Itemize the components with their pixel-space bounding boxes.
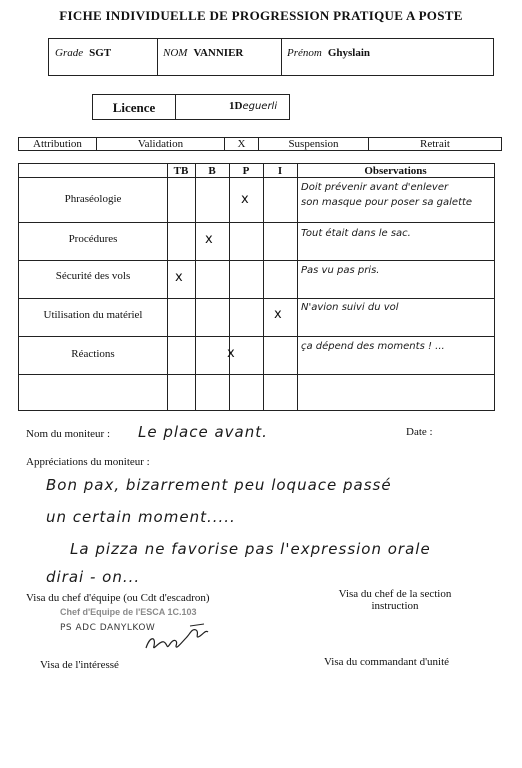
appreciation-line: un certain moment..... <box>46 508 236 526</box>
moniteur-name-value: Le place avant. <box>138 423 268 441</box>
criterion-phraseologie: Phraséologie <box>64 193 122 205</box>
grade-label: Grade <box>55 47 84 59</box>
appreciation-line: dirai - on... <box>46 568 141 586</box>
status-attribution: Attribution <box>19 138 97 150</box>
nom-label: NOM <box>163 47 188 59</box>
page-title: FICHE INDIVIDUELLE DE PROGRESSION PRATIQUE A POSTE <box>59 8 463 23</box>
grid-line <box>19 222 494 223</box>
licence-handwritten: eguerli <box>242 101 278 112</box>
divider <box>157 39 158 75</box>
criterion-securite-des-vols: Sécurité des vols <box>55 270 131 282</box>
moniteur-name-label: Nom du moniteur : <box>26 428 111 440</box>
visa-chef-section-line: Visa du chef de la section <box>338 588 452 600</box>
header-b: B <box>208 165 216 177</box>
divider <box>175 95 176 119</box>
stamp-text: Chef d'Equipe de l'ESCA 1C.103 <box>60 607 197 617</box>
mark-reactions: x <box>227 346 235 361</box>
visa-chef-equipe-label: Visa du chef d'équipe (ou Cdt d'escadron) <box>26 592 210 604</box>
appreciations-label: Appréciations du moniteur : <box>26 456 150 468</box>
identity-box <box>48 38 494 76</box>
observation-procedures <box>301 226 493 241</box>
mark-utilisation-du-materiel: x <box>274 307 282 322</box>
header-p: P <box>242 165 250 177</box>
status-bar <box>18 137 502 151</box>
stamp-name: PS ADC DANYLKOW <box>60 623 156 633</box>
grade-value: SGT <box>89 47 112 59</box>
signature-stroke <box>146 630 208 648</box>
appreciation-line: La pizza ne favorise pas l'expression orale <box>70 540 431 558</box>
header-observations: Observations <box>364 165 427 177</box>
observation-securite-des-vols <box>301 263 493 278</box>
date-label: Date : <box>406 426 433 438</box>
signature <box>142 618 212 656</box>
status-check-mark: X <box>225 138 259 150</box>
observation-line: N'avion suivi du vol <box>301 302 399 313</box>
observation-line: son masque pour poser sa galette <box>301 197 473 208</box>
licence-label: Licence <box>112 100 156 115</box>
evaluation-grid <box>18 163 495 411</box>
status-retrait: Retrait <box>420 138 450 150</box>
nom-value: VANNIER <box>193 47 244 59</box>
observation-line: Doit prévenir avant d'enlever <box>301 182 449 193</box>
mark-phraseologie: x <box>241 192 249 207</box>
observation-line: ça dépend des moments ! ... <box>301 341 445 352</box>
mark-procedures: x <box>205 232 213 247</box>
observation-phraseologie <box>301 180 493 210</box>
grid-line <box>19 260 494 261</box>
licence-value <box>229 100 277 112</box>
criterion-reactions: Réactions <box>71 348 115 360</box>
visa-commandant-label: Visa du commandant d'unité <box>324 656 450 668</box>
status-suspension: Suspension <box>259 138 369 150</box>
grade-field <box>55 47 111 59</box>
criterion-utilisation-du-materiel: Utilisation du matériel <box>43 309 143 321</box>
observation-utilisation-du-materiel <box>301 300 493 315</box>
observation-line: Tout était dans le sac. <box>301 228 411 239</box>
observation-line: Pas vu pas pris. <box>301 265 380 276</box>
prenom-label: Prénom <box>287 47 322 59</box>
signature-stroke <box>190 624 204 626</box>
status-validation: Validation <box>97 138 225 150</box>
header-i: I <box>277 165 283 177</box>
grid-line <box>19 298 494 299</box>
mark-securite-des-vols: x <box>175 270 183 285</box>
nom-field <box>163 47 243 59</box>
header-tb: TB <box>173 165 189 177</box>
prenom-field <box>287 47 370 59</box>
licence-box <box>92 94 290 120</box>
visa-chef-section-line: instruction <box>371 600 419 612</box>
visa-interesse-label: Visa de l'intéressé <box>40 659 119 671</box>
visa-chef-section-label <box>320 588 470 612</box>
criterion-procedures: Procédures <box>68 233 118 245</box>
grid-line <box>19 336 494 337</box>
licence-printed: 1D <box>229 100 243 112</box>
divider <box>281 39 282 75</box>
appreciation-line: Bon pax, bizarrement peu loquace passé <box>46 476 392 494</box>
prenom-value: Ghyslain <box>327 47 371 59</box>
observation-reactions <box>301 339 493 354</box>
grid-line <box>19 374 494 375</box>
grid-line <box>19 177 494 178</box>
